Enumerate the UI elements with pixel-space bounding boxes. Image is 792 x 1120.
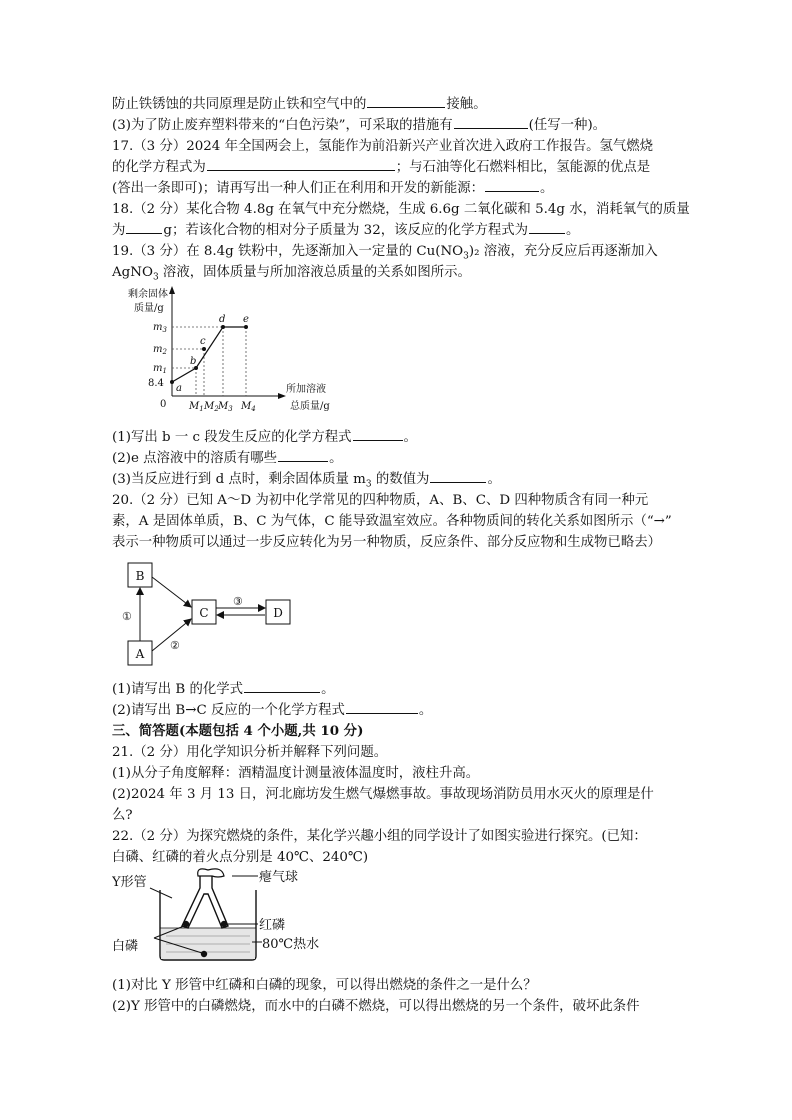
text-line-14: 素，A 是固体单质，B、C 为气体，C 能导致温室效应。各种物质间的转化关系如图所示（“→” [112,514,672,529]
answer-blank [207,157,395,171]
white-phosphorus-water [201,951,207,957]
line-text: 。 [403,430,417,445]
line-text: 。 [487,472,501,487]
text-line-17 [112,700,692,721]
y-axis-title: 剩余固体 [128,289,168,300]
text-line-26: (2)Y 形管中的白磷燃烧，而水中的白磷不燃烧，可以得出燃烧的另一个条件，破坏此条件 [112,999,640,1014]
tick-M3: $M_3$ [218,401,233,413]
tick-m3: $m_3$ [153,322,167,334]
text-line-4 [112,157,692,178]
answer-blank [454,115,528,129]
label-d: d [219,314,226,325]
red-phosphorus [221,921,227,927]
line-text: g；若该化合物的相对分子质量为 32，该反应的化学方程式为 [163,223,529,238]
label-B: B [135,569,145,583]
mass-graph [120,283,380,418]
y-axis-unit: 质量/g [134,303,164,314]
line-text: 。 [418,703,433,718]
text-line-11 [112,448,692,469]
label-C: C [199,606,209,620]
x-axis-unit: 总质量/g [290,401,330,412]
label-D: D [273,606,283,620]
flat-balloon [198,869,224,877]
line-text: 的化学方程式为 [112,160,206,175]
step-1-label: ① [122,610,132,623]
label-y-tube: Y形管 [112,875,147,890]
arrow-B-C [152,577,191,607]
line-text: 。 [321,682,335,697]
text-line-5 [112,178,692,199]
answer-blank [278,448,328,462]
label-hot-water: 80℃热水 [262,937,320,952]
question-22: 22.（2 分）为探究燃烧的条件，某化学兴趣小组的同学设计了如图实验进行探究。(已知： [112,829,647,844]
y-axis-arrow [169,286,175,294]
tick-8-4: 8.4 [148,378,164,389]
x-axis-title: 所加溶液 [286,384,326,395]
point-c [202,347,206,351]
text-line-20: (1)从分子角度解释：酒精温度计测量液体温度时，液柱升高。 [112,766,480,781]
text-line-21: (2)2024 年 3 月 13 日，河北廊坊发生燃气爆燃事故。事故现场消防员用水灭火的原理是什 [112,787,654,802]
text-line-2 [112,115,692,136]
line-text: 溶液，固体质量与所加溶液总质量的关系如图所示。 [158,265,471,280]
text-line-25: (1)对比 Y 形管中红磷和白磷的现象，可以得出燃烧的条件之一是什么？ [112,978,537,993]
line-text: (答出一条即可)；请再写出一种人们正在利用和开发的新能源： [112,181,484,196]
line-text: 。 [566,223,580,238]
text-line-16 [112,679,692,700]
text-line-15: 表示一种物质可以通过一步反应转化为另一种物质，反应条件、部分反应物和生成物已略去） [112,535,662,550]
line-text: 。 [329,451,343,466]
text-line-7 [112,220,692,241]
step-3-label: ③ [233,595,243,608]
point-d [221,325,225,329]
answer-blank [485,178,539,192]
point-e [244,325,248,329]
answer-blank [244,679,320,693]
line-text: (3)当反应进行到 d 点时，剩余固体质量 m [112,472,366,487]
line-text: (2)e 点溶液中的溶质有哪些 [112,451,278,466]
answer-blank [353,427,403,441]
answer-blank [346,700,418,714]
section-heading: 三、简答题(本题包括 4 个小题,共 10 分) [112,723,364,739]
answer-blank [126,220,162,234]
tick-m2: $m_2$ [153,344,167,356]
line-text: (2)请写出 B→C 反应的一个化学方程式 [112,703,345,718]
line-text: 19.（3 分）在 8.4g 铁粉中，先逐渐加入一定量的 Cu(NO [112,244,464,259]
text-line-22: 么? [112,808,133,823]
tick-M1: $M_1$ [189,401,204,413]
origin-label: 0 [160,399,167,410]
question-21: 21.（2 分）用化学知识分析并解释下列问题。 [112,745,388,760]
y-tube [182,874,228,928]
question-20: 20.（2 分）已知 A～D 为初中化学常见的四种物质，A、B、C、D 四种物质含有同一种元 [112,493,649,508]
line-text: 的数值为 [371,472,430,487]
x-axis-arrow [278,393,286,399]
line-text: (1)写出 b 一 c 段发生反应的化学方程式 [112,430,352,445]
label-b: b [190,356,197,367]
question-18: 18.（2 分）某化合物 4.8g 在氧气中充分燃烧，生成 6.6g 二氧化碳和 5.4g 水，消耗氧气的质量 [112,202,690,217]
tick-M4: $M_4$ [241,401,256,413]
tick-m1: $m_1$ [153,363,167,375]
point-a [170,380,174,384]
subscript: 3 [463,251,469,262]
guide-lines [172,327,246,396]
question-17: 17.（3 分）2024 年全国两会上，氢能作为前沿新兴产业首次进入政府工作报告。氢气燃烧 [112,139,654,154]
line-text: 为 [112,223,126,238]
line-text: )₂ 溶液，充分反应后再逐渐加入 [468,244,658,259]
step-2-label: ② [170,639,180,652]
label-red-phosphorus: 红磷 [259,918,286,933]
subscript: 3 [365,479,372,490]
label-A: A [135,647,145,661]
subscript: 3 [152,272,159,283]
label-e: e [243,314,249,325]
leader-tube [150,888,172,898]
line-text: 接触。 [446,97,487,112]
line-text: ；与石油等化石燃料相比，氢能源的优点是 [395,160,651,175]
answer-blank [430,469,486,483]
mass-curve [172,327,246,382]
line-text: AgNO [112,265,153,280]
line-text: (任写一种)。 [528,118,607,133]
combustion-apparatus [112,868,342,966]
answer-blank [529,220,565,234]
text-line-24: 白磷、红磷的着火点分别是 40℃、240℃) [112,850,369,865]
label-white-phosphorus: 白磷 [112,939,139,954]
hot-water [161,928,255,959]
line-text: 防止铁锈蚀的共同原理是防止铁和空气中的 [112,97,367,112]
line-text: 。 [540,181,554,196]
text-line-10 [112,427,692,448]
label-c: c [200,336,206,347]
answer-blank [367,94,445,108]
text-line-1 [112,94,692,115]
tick-M2: $M_2$ [204,401,219,413]
label-balloon: 瘪气球 [259,870,299,885]
conversion-diagram [112,555,312,670]
label-a: a [176,383,182,394]
line-text: (3)为了防止废弃塑料带来的“白色污染”，可采取的措施有 [112,118,453,133]
line-text: (1)请写出 B 的化学式 [112,682,244,697]
